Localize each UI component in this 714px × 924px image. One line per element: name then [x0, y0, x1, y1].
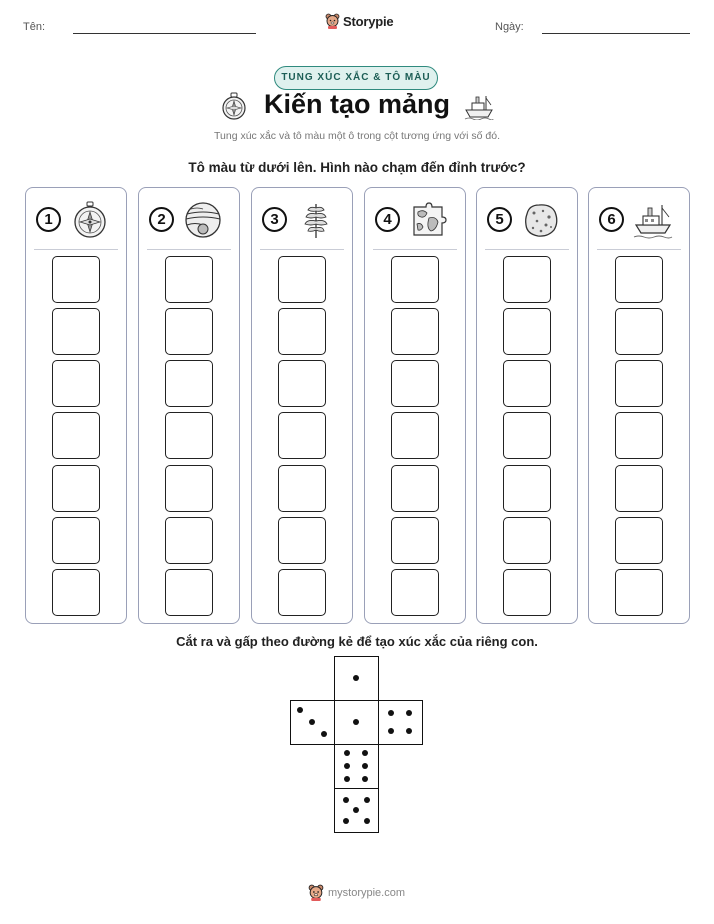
footer-url: mystorypie.com: [328, 886, 406, 899]
date-line[interactable]: [542, 33, 690, 34]
column-number: 3: [262, 207, 287, 232]
color-cell[interactable]: [391, 308, 439, 355]
name-line[interactable]: [73, 33, 256, 34]
ship-icon: [633, 200, 673, 240]
column-number: 6: [599, 207, 624, 232]
color-instruction: Tô màu từ dưới lên. Hình nào chạm đến đỉnh trước?: [188, 160, 526, 175]
dice-face-5: [334, 788, 379, 833]
color-cell[interactable]: [391, 412, 439, 459]
color-cell[interactable]: [165, 569, 213, 616]
dice-pip: [364, 818, 370, 824]
ship-icon: [464, 92, 494, 120]
color-cell[interactable]: [503, 412, 551, 459]
color-cell[interactable]: [615, 360, 663, 407]
cut-instruction: Cắt ra và gấp theo đường kẻ để tạo xúc xắc của riêng con.: [176, 634, 538, 649]
dice-pip: [297, 707, 303, 713]
dice-face-6: [334, 744, 379, 789]
color-cell[interactable]: [615, 465, 663, 512]
dice-pip: [353, 675, 359, 681]
color-cell[interactable]: [615, 412, 663, 459]
color-cell[interactable]: [391, 569, 439, 616]
dice-face-1: [334, 700, 379, 745]
column-number: 5: [487, 207, 512, 232]
color-cell[interactable]: [278, 412, 326, 459]
color-cell[interactable]: [52, 465, 100, 512]
dice-pip: [343, 818, 349, 824]
continents-puzzle-icon: [409, 200, 449, 240]
color-cell[interactable]: [165, 308, 213, 355]
column-divider: [373, 249, 457, 250]
dice-pip: [344, 776, 350, 782]
dice-pip: [388, 728, 394, 734]
brand-name: Storypie: [343, 13, 394, 29]
page-title: Kiến tạo mảng: [263, 89, 451, 119]
dice-pip: [344, 763, 350, 769]
compass-icon: [70, 200, 110, 240]
color-cell[interactable]: [391, 360, 439, 407]
column-divider: [260, 249, 344, 250]
color-cell[interactable]: [52, 308, 100, 355]
dice-pip: [388, 710, 394, 716]
color-cell[interactable]: [52, 360, 100, 407]
dice-pip: [353, 807, 359, 813]
color-cell[interactable]: [165, 360, 213, 407]
brand-logo: [325, 13, 393, 29]
dice-pip: [406, 710, 412, 716]
planet-layers-icon: [183, 200, 223, 240]
color-cell[interactable]: [615, 308, 663, 355]
color-cell[interactable]: [165, 465, 213, 512]
dice-pip: [309, 719, 315, 725]
dice-pip: [364, 797, 370, 803]
date-label: Ngày:: [495, 21, 524, 33]
dice-pip: [321, 731, 327, 737]
color-cell[interactable]: [615, 256, 663, 303]
column-3: [251, 187, 353, 624]
color-cell[interactable]: [278, 517, 326, 564]
dice-pip: [362, 763, 368, 769]
color-cell[interactable]: [278, 256, 326, 303]
color-cell[interactable]: [503, 517, 551, 564]
dice-net: [290, 656, 426, 836]
fern-fossil-icon: [296, 200, 336, 240]
column-number: 2: [149, 207, 174, 232]
dice-face-1: [334, 656, 379, 701]
name-label: Tên:: [23, 21, 46, 33]
dice-pip: [362, 750, 368, 756]
bear-logo-icon: [325, 13, 340, 29]
color-cell[interactable]: [391, 517, 439, 564]
bear-logo-icon: [308, 884, 324, 901]
color-cell[interactable]: [391, 465, 439, 512]
activity-badge: TUNG XÚC XẮC & TÔ MÀU: [274, 66, 438, 90]
color-cell[interactable]: [503, 256, 551, 303]
column-number: 4: [375, 207, 400, 232]
color-cell[interactable]: [278, 465, 326, 512]
footer: [308, 884, 405, 901]
column-4: [364, 187, 466, 624]
dice-pip: [362, 776, 368, 782]
color-cell[interactable]: [278, 569, 326, 616]
color-cell[interactable]: [615, 569, 663, 616]
race-columns: [25, 187, 690, 624]
color-cell[interactable]: [391, 256, 439, 303]
column-number: 1: [36, 207, 61, 232]
color-cell[interactable]: [165, 517, 213, 564]
column-5: [476, 187, 578, 624]
color-cell[interactable]: [52, 412, 100, 459]
color-cell[interactable]: [165, 412, 213, 459]
column-divider: [485, 249, 569, 250]
color-cell[interactable]: [52, 256, 100, 303]
column-1: [25, 187, 127, 624]
column-6: [588, 187, 690, 624]
column-divider: [147, 249, 231, 250]
color-cell[interactable]: [503, 360, 551, 407]
dice-pip: [353, 719, 359, 725]
color-cell[interactable]: [52, 569, 100, 616]
color-cell[interactable]: [503, 465, 551, 512]
dice-pip: [343, 797, 349, 803]
dice-face-4: [378, 700, 423, 745]
color-cell[interactable]: [503, 308, 551, 355]
color-cell[interactable]: [615, 517, 663, 564]
column-2: [138, 187, 240, 624]
dice-pip: [406, 728, 412, 734]
color-cell[interactable]: [278, 360, 326, 407]
column-divider: [34, 249, 118, 250]
color-cell[interactable]: [503, 569, 551, 616]
dice-face-3: [290, 700, 335, 745]
color-cell[interactable]: [165, 256, 213, 303]
rock-icon: [521, 200, 561, 240]
dice-pip: [344, 750, 350, 756]
page-subtitle: Tung xúc xắc và tô màu một ô trong cột tương ứng với số đó.: [214, 130, 500, 142]
column-divider: [597, 249, 681, 250]
color-cell[interactable]: [52, 517, 100, 564]
color-cell[interactable]: [278, 308, 326, 355]
